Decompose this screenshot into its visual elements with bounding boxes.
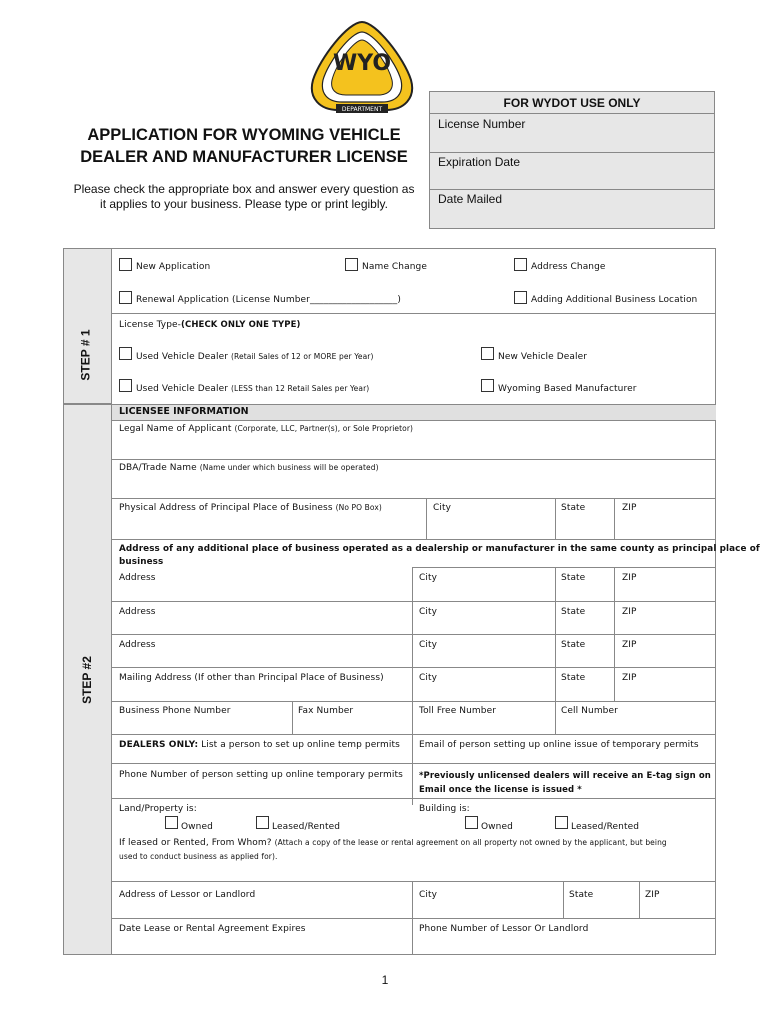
logo-letters: WYO [332,51,392,76]
lessor-state-field[interactable]: State [569,890,594,900]
new-dealer-checkbox[interactable] [481,347,494,360]
additional-city-2[interactable]: City [419,607,438,617]
additional-zip-1[interactable]: ZIP [622,573,637,583]
cell-field[interactable]: Cell Number [561,706,618,716]
wydot-use-only-box [429,91,715,229]
lessor-zip-field[interactable]: ZIP [645,890,660,900]
email-person-field[interactable]: Email of person setting up online issue of temporary permits [419,740,699,750]
mailing-state-field[interactable]: State [561,673,586,683]
building-label: Building is: [419,804,470,814]
step2-label: STEP #2 [79,656,94,704]
renewal-label: Renewal Application (License Number___________________) [136,295,401,305]
license-number-field[interactable]: License Number [438,117,526,131]
land-property-label: Land/Property is: [119,804,197,814]
mailing-zip-field[interactable]: ZIP [622,673,637,683]
wyoming-manufacturer-checkbox[interactable] [481,379,494,392]
address-change-label: Address Change [531,262,606,272]
page-number: 1 [381,973,389,987]
dealers-only-field[interactable]: DEALERS ONLY: List a person to set up online temp permits [119,740,400,750]
additional-state-1[interactable]: State [561,573,586,583]
building-leased-label: Leased/Rented [571,822,640,832]
step1-column [63,248,112,404]
name-change-checkbox[interactable] [345,258,358,271]
new-dealer-label: New Vehicle Dealer [498,352,588,362]
additional-state-3[interactable]: State [561,640,586,650]
used-dealer-more-label: Used Vehicle Dealer (Retail Sales of 12 or MORE per Year) [136,352,374,362]
building-leased-checkbox[interactable] [555,816,568,829]
name-change-label: Name Change [362,262,427,272]
land-owned-label: Owned [181,822,213,832]
if-leased-field[interactable]: If leased or Rented, From Whom? (Attach a copy of the lease or rental agreement on all property not owned by the applicant, but being used to conduct business as applied for). [119,838,667,861]
wyoming-manufacturer-label: Wyoming Based Manufacturer [498,384,637,394]
additional-address-2[interactable]: Address [119,607,156,617]
renewal-checkbox[interactable] [119,291,132,304]
additional-address-1[interactable]: Address [119,573,156,583]
physical-address-field[interactable]: Physical Address of Principal Place of Business (No PO Box) [119,503,382,513]
wydot-box-title: FOR WYDOT USE ONLY [503,96,641,110]
etag-note: *Previously unlicensed dealers will receive an E-tag sign on Email once the license is issued * [419,771,711,795]
lessor-city-field[interactable]: City [419,890,438,900]
building-owned-checkbox[interactable] [465,816,478,829]
expiration-date-field[interactable]: Expiration Date [438,155,521,169]
physical-city-field[interactable]: City [433,503,452,513]
svg-text:DEPARTMENT: DEPARTMENT [341,106,383,113]
physical-state-field[interactable]: State [561,503,586,513]
business-phone-field[interactable]: Business Phone Number [119,706,231,716]
date-mailed-field[interactable]: Date Mailed [438,192,503,206]
additional-city-3[interactable]: City [419,640,438,650]
additional-state-2[interactable]: State [561,607,586,617]
used-dealer-more-checkbox[interactable] [119,347,132,360]
lessor-address-field[interactable]: Address of Lessor or Landlord [119,890,256,900]
land-owned-checkbox[interactable] [165,816,178,829]
licensee-info-header: LICENSEE INFORMATION [112,404,716,421]
physical-zip-field[interactable]: ZIP [622,503,637,513]
additional-address-3[interactable]: Address [119,640,156,650]
page-title [58,124,430,168]
title-line1: APPLICATION FOR WYOMING VEHICLE [87,126,401,144]
lessor-phone-field[interactable]: Phone Number of Lessor Or Landlord [419,924,589,934]
fax-field[interactable]: Fax Number [298,706,354,716]
mailing-address-field[interactable]: Mailing Address (If other than Principal Place of Business) [119,673,384,683]
land-leased-label: Leased/Rented [272,822,341,832]
wydot-logo [308,18,416,116]
legal-name-field[interactable]: Legal Name of Applicant (Corporate, LLC, Partner(s), or Sole Proprietor) [119,424,414,434]
address-change-checkbox[interactable] [514,258,527,271]
phone-person-field[interactable]: Phone Number of person setting up online temporary permits [119,770,403,780]
additional-city-1[interactable]: City [419,573,438,583]
lease-expires-field[interactable]: Date Lease or Rental Agreement Expires [119,924,306,934]
used-dealer-less-checkbox[interactable] [119,379,132,392]
mailing-city-field[interactable]: City [419,673,438,683]
building-owned-label: Owned [481,822,513,832]
instructions: Please check the appropriate box and answer every question as it applies to your business. Please type or print legibly. [73,182,415,211]
used-dealer-less-label: Used Vehicle Dealer (LESS than 12 Retail Sales per Year) [136,384,370,394]
additional-zip-2[interactable]: ZIP [622,607,637,617]
toll-free-field[interactable]: Toll Free Number [419,706,497,716]
new-application-label: New Application [136,262,211,272]
adding-location-checkbox[interactable] [514,291,527,304]
step1-label: STEP # 1 [78,329,93,381]
additional-zip-3[interactable]: ZIP [622,640,637,650]
land-leased-checkbox[interactable] [256,816,269,829]
title-line2: DEALER AND MANUFACTURER LICENSE [80,148,408,166]
new-application-checkbox[interactable] [119,258,132,271]
adding-location-label: Adding Additional Business Location [531,295,698,305]
license-type-label: License Type-(CHECK ONLY ONE TYPE) [119,320,301,330]
dba-field[interactable]: DBA/Trade Name (Name under which business will be operated) [119,463,379,473]
additional-place-heading: Address of any additional place of business operated as a dealership or manufacturer in the same county as principal place of business [119,544,760,567]
